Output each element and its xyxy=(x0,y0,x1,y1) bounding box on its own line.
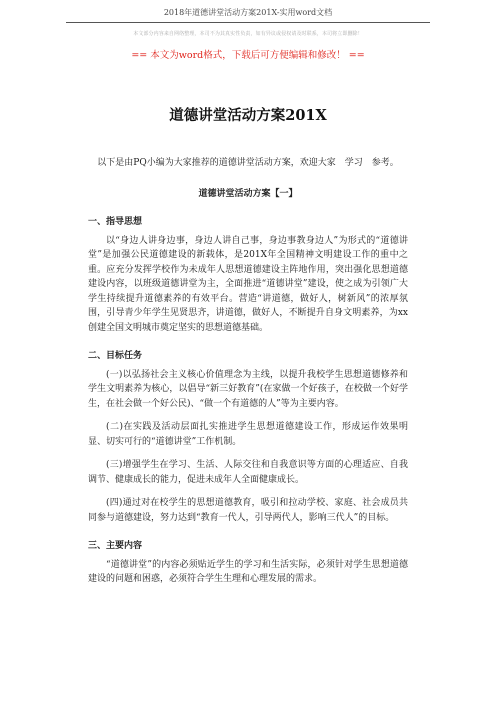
document-body xyxy=(0,156,496,587)
header-divider xyxy=(66,22,430,23)
heading-goals: 二、目标任务 xyxy=(88,351,143,361)
paragraph-guiding-ideology: 以“身边人讲身边事，身边人讲自己事，身边事教身边人”为形式的“道德讲堂”是加强公民道德建设的新载体，是201X年全国精神文明建设工作的重中之重。应充分发挥学校作为未成年人思想道德建设主阵地作用，突出强化思想道德建设内容，以班级道德讲堂为主，全面推进“道德讲堂”建设，使之成为引领广大学生持续提升道德素养的有效平台。营造“讲道德，做好人，树新风”的浓厚氛围，引导青少年学生见贤思齐，讲道德，做好人，不断提升自身文明素养，为xx创建全国文明城市奠定坚实的思想道德基础。 xyxy=(88,235,408,333)
section-title: 道德讲堂活动方案【一】 xyxy=(198,188,298,199)
paragraph-goal-1: (一)以弘扬社会主义核心价值理念为主线，以提升我校学生思想道德修养和学生文明素养为核心，以倡导“新三好教育”(在家做一个好孩子，在校做一个好学生，在社会做一个好公民)、“做一个有道德的人”等为主要内容。 xyxy=(88,369,408,409)
format-notice: == 本文为word格式，下载后可方便编辑和修改！ == xyxy=(131,50,365,61)
disclaimer-text: 本文部分内容来自网络整理，本司不为其真实性负责，如有异议或侵权请及时联系，本司将立即删除！ xyxy=(133,31,363,37)
paragraph-goal-3: (三)增强学生在学习、生活、人际交往和自我意识等方面的心理适应、自我调节、健康成长的能力，促进未成年人全面健康成长。 xyxy=(88,460,408,485)
paragraph-goal-4: (四)通过对在校学生的思想道德教育，吸引和拉动学校、家庭、社会成员共同参与道德建设，努力达到“教育一代人，引导两代人，影响三代人”的目标。 xyxy=(88,498,408,523)
paragraph-goal-2: (二)在实践及活动层面扎实推进学生思想道德建设工作，形成运作效果明显、切实可行的“道德讲堂”工作机制。 xyxy=(88,422,408,447)
paragraph-main-content: “道德讲堂”的内容必须贴近学生的学习和生活实际，必须针对学生思想道德建设的问题和困惑，必须符合学生生理和心理发展的需求。 xyxy=(88,559,408,584)
heading-guiding-ideology: 一、指导思想 xyxy=(88,217,143,227)
running-header: 2018年道德讲堂活动方案201X-实用word文档 xyxy=(163,8,333,17)
intro-paragraph: 以下是由PQ小编为大家推荐的道德讲堂活动方案，欢迎大家 学习 参考。 xyxy=(97,158,399,168)
heading-main-content: 三、主要内容 xyxy=(88,541,143,551)
document-title: 道德讲堂活动方案201X xyxy=(169,107,327,124)
